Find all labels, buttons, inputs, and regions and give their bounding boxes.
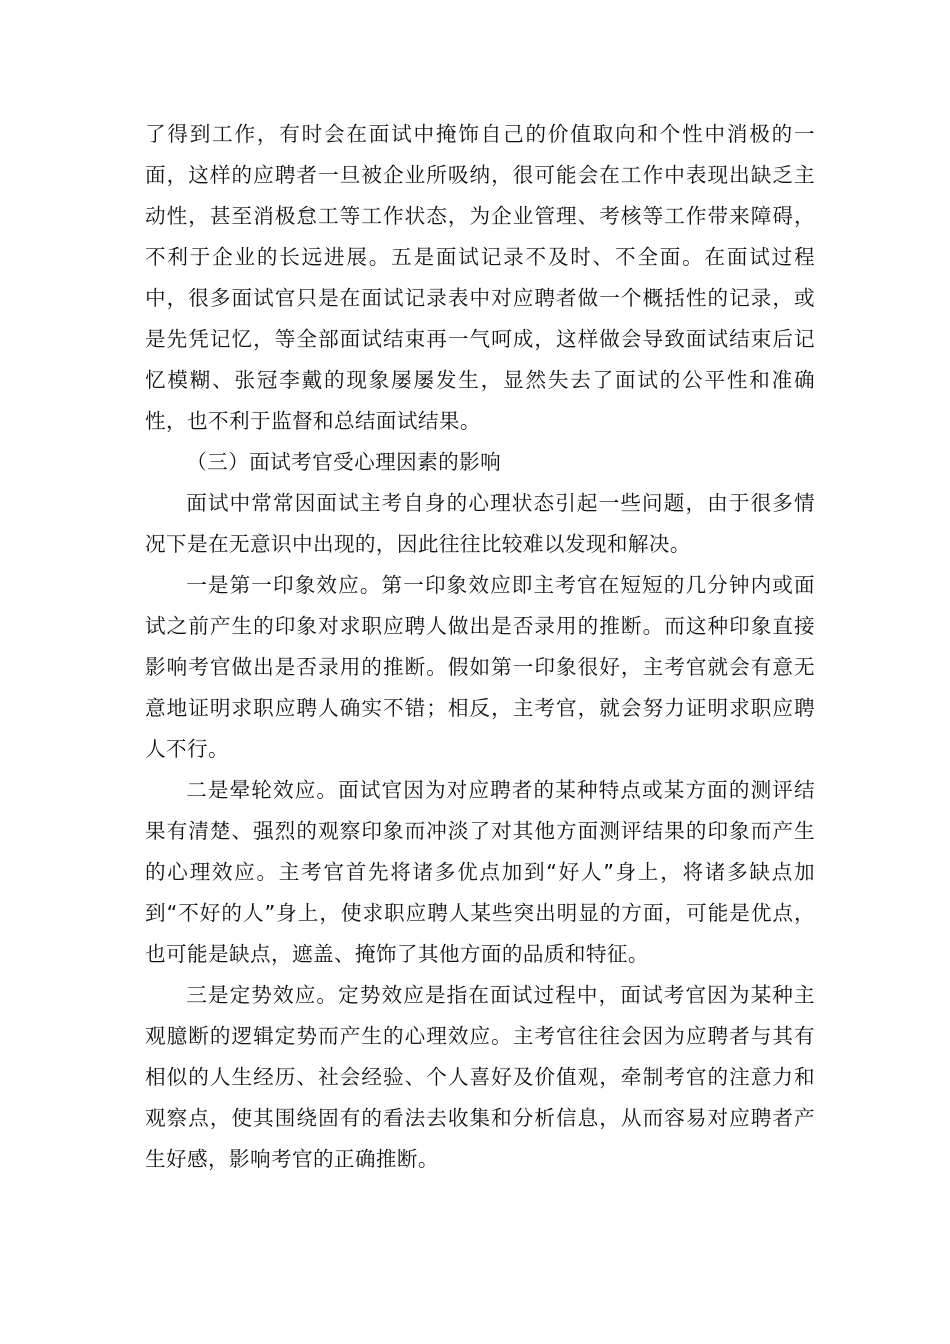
- paragraph-halo-effect: 二是晕轮效应。面试官因为对应聘者的某种特点或某方面的测评结果有清楚、强烈的观察印象而冲淡了对其他方面测评结果的印象而产生的心理效应。主考官首先将诸多优点加到“好人”身上，将诸多缺点加到“不好的人”身上，使求职应聘人某些突出明显的方面，可能是优点，也可能是缺点，遮盖、掩饰了其他方面的品质和特征。: [145, 778, 815, 966]
- section-heading: （三）面试考官受心理因素的影响: [186, 450, 502, 474]
- document-body: [145, 114, 815, 1180]
- paragraph-intro: 面试中常常因面试主考自身的心理状态引起一些问题，由于很多情况下是在无意识中出现的，因此往往比较难以发现和解决。: [145, 491, 815, 556]
- paragraph-set-effect: 三是定势效应。定势效应是指在面试过程中，面试考官因为某种主观臆断的逻辑定势而产生的心理效应。主考官往往会因为应聘者与其有相似的人生经历、社会经验、个人喜好及价值观，牵制考官的注意力和观察点，使其围绕固有的看法去收集和分析信息，从而容易对应聘者产生好感，影响考官的正确推断。: [145, 983, 815, 1171]
- paragraph-first-impression: 一是第一印象效应。第一印象效应即主考官在短短的几分钟内或面试之前产生的印象对求职应聘人做出是否录用的推断。而这种印象直接影响考官做出是否录用的推断。假如第一印象很好，主考官就会有意无意地证明求职应聘人确实不错；相反，主考官，就会努力证明求职应聘人不行。: [145, 573, 815, 761]
- paragraph-continuation: 了得到工作，有时会在面试中掩饰自己的价值取向和个性中消极的一面，这样的应聘者一旦被企业所吸纳，很可能会在工作中表现出缺乏主动性，甚至消极怠工等工作状态，为企业管理、考核等工作带来障碍，不利于企业的长远进展。五是面试记录不及时、不全面。在面试过程中，很多面试官只是在面试记录表中对应聘者做一个概括性的记录，或是先凭记忆，等全部面试结束再一气呵成，这样做会导致面试结束后记忆模糊、张冠李戴的现象屡屡发生，显然失去了面试的公平性和准确性，也不利于监督和总结面试结果。: [145, 122, 815, 433]
